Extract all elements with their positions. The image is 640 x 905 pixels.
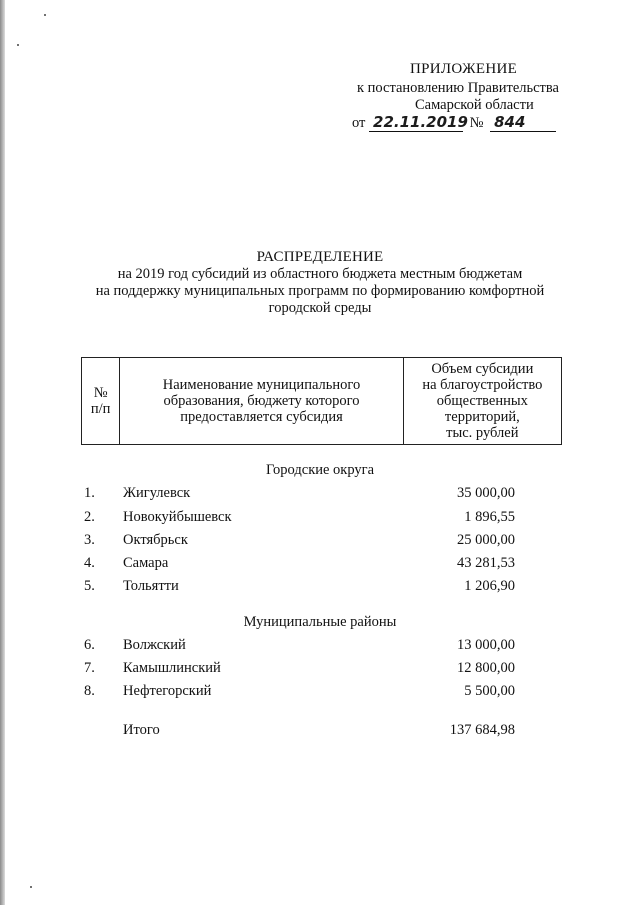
table-row	[0, 637, 640, 655]
date-prefix: от	[352, 115, 366, 131]
row-number: 3.	[84, 532, 95, 548]
row-name: Нефтегорский	[123, 683, 212, 699]
table-row	[0, 485, 640, 503]
header-col-volume-line: общественных	[436, 393, 528, 409]
row-value: 43 281,53	[457, 555, 515, 571]
header-col-name-line: Наименование муниципального	[162, 377, 361, 393]
header-col-number-line: №	[93, 385, 108, 401]
row-name: Октябрьск	[123, 532, 188, 548]
header-col-volume-line: Объем субсидии	[431, 361, 534, 377]
number-label: №	[469, 115, 484, 131]
row-number: 6.	[84, 637, 95, 653]
row-value: 35 000,00	[457, 485, 515, 501]
row-number: 5.	[84, 578, 95, 594]
total-label: Итого	[123, 722, 160, 738]
handwritten-number: 844	[490, 114, 556, 132]
header-col-number-line: п/п	[90, 401, 111, 417]
heading-line-1: на 2019 год субсидий из областного бюджета местным бюджетам	[117, 266, 523, 282]
header-col-volume-line: территорий,	[444, 409, 520, 425]
handwritten-date: 22.11.2019	[369, 114, 463, 132]
row-value: 25 000,00	[457, 532, 515, 548]
header-col-volume-line: на благоустройство	[422, 377, 543, 393]
row-name: Самара	[123, 555, 169, 571]
header-col-name-line: предоставляется субсидия	[180, 409, 343, 425]
table-row	[0, 578, 640, 596]
header-row	[82, 358, 562, 445]
section-title-city-districts: Городские округа	[265, 462, 375, 478]
row-name: Новокуйбышевск	[123, 509, 232, 525]
header-col-number	[82, 358, 120, 445]
header-col-name-line: образования, бюджету которого	[163, 393, 360, 409]
row-name: Тольятти	[123, 578, 179, 594]
row-name: Камышлинский	[123, 660, 221, 676]
row-value: 13 000,00	[457, 637, 515, 653]
table-row	[0, 683, 640, 701]
total-value: 137 684,98	[449, 722, 515, 738]
row-value: 5 500,00	[464, 683, 515, 699]
document-heading	[0, 249, 640, 317]
table-row	[0, 532, 640, 550]
header-col-name	[120, 358, 403, 445]
heading-line-3: городской среды	[268, 300, 372, 316]
row-name: Волжский	[123, 637, 186, 653]
row-number: 2.	[84, 509, 95, 525]
table-row	[0, 555, 640, 573]
row-number: 8.	[84, 683, 95, 699]
scan-left-edge	[0, 0, 5, 905]
scan-speck	[44, 14, 46, 16]
heading-line-2: на поддержку муниципальных программ по формированию комфортной	[95, 283, 545, 299]
header-col-volume-line: тыс. рублей	[446, 425, 519, 441]
row-value: 12 800,00	[457, 660, 515, 676]
scan-speck	[17, 44, 19, 46]
row-value: 1 896,55	[464, 509, 515, 525]
header-col-volume	[403, 358, 561, 445]
section-title-municipal-districts: Муниципальные районы	[243, 614, 397, 630]
row-number: 7.	[84, 660, 95, 676]
total-row	[0, 722, 640, 740]
table-row	[0, 660, 640, 678]
row-number: 4.	[84, 555, 95, 571]
scan-speck	[30, 886, 32, 888]
document-title: РАСПРЕДЕЛЕНИЕ	[256, 249, 384, 265]
row-number: 1.	[84, 485, 95, 501]
row-value: 1 206,90	[464, 578, 515, 594]
table-header	[81, 357, 562, 445]
appendix-date-line	[352, 114, 556, 132]
appendix-title: ПРИЛОЖЕНИЕ	[410, 61, 518, 77]
appendix-line-2: Самарской области	[415, 97, 534, 113]
appendix-line-1: к постановлению Правительства	[357, 80, 559, 96]
row-name: Жигулевск	[123, 485, 191, 501]
table-row	[0, 509, 640, 527]
